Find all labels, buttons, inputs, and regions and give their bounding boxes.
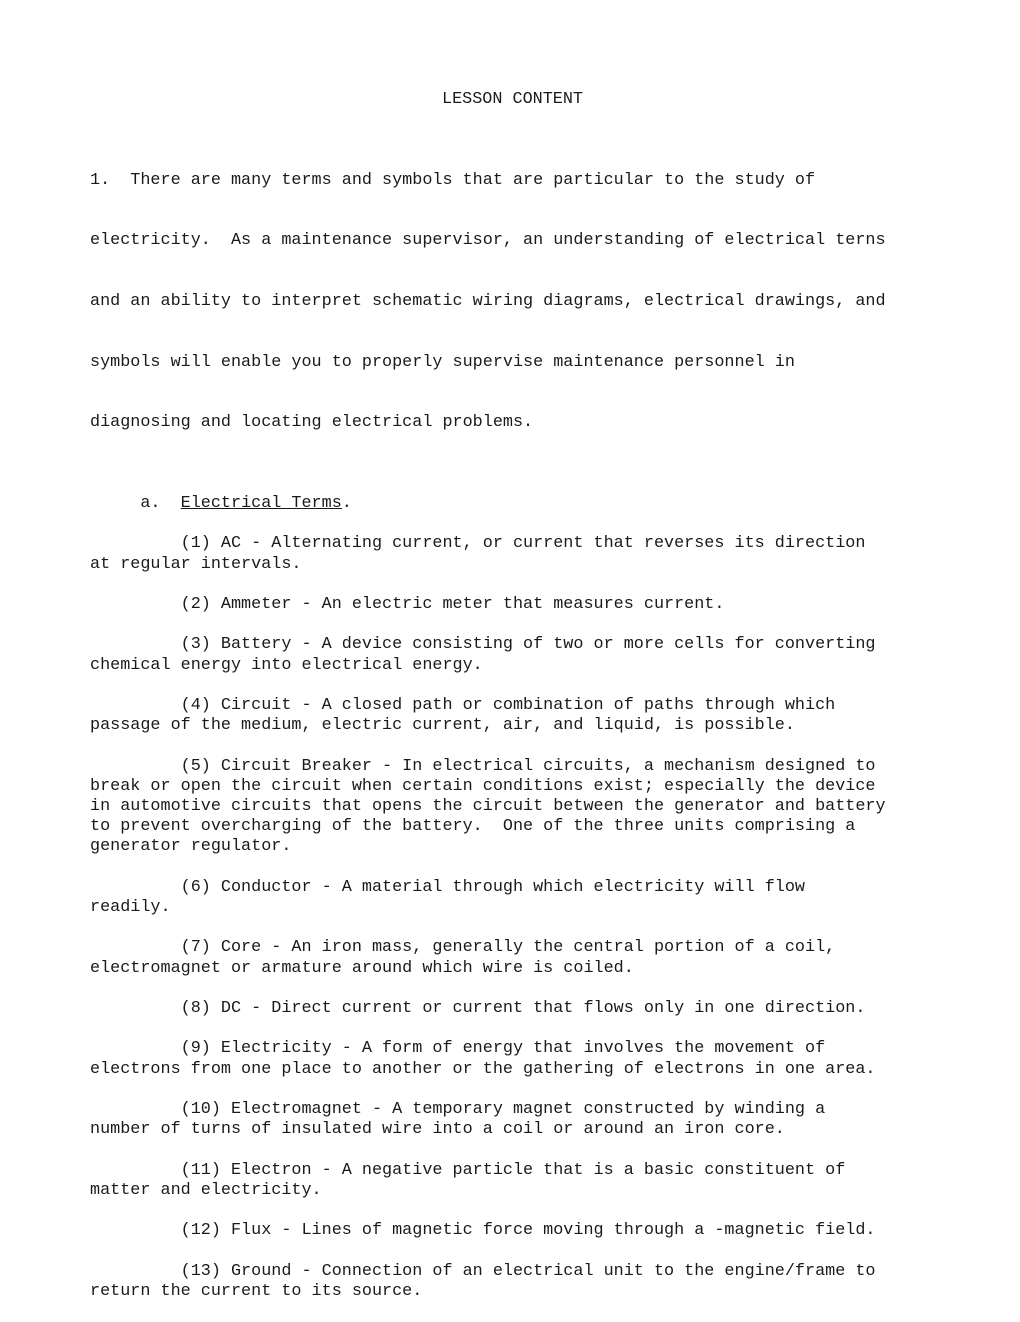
intro-line: and an ability to interpret schematic wiring diagrams, electrical drawings, and bbox=[90, 292, 886, 312]
term-item bbox=[90, 1100, 935, 1140]
term-line: (9) Electricity - A form of energy that involves the movement of bbox=[90, 1039, 826, 1059]
term-line: chemical energy into electrical energy. bbox=[90, 655, 483, 675]
term-line: (5) Circuit Breaker - In electrical circuits, a mechanism designed to bbox=[90, 756, 876, 776]
term-line: (4) Circuit - A closed path or combination of paths through which bbox=[90, 696, 836, 715]
terms-list bbox=[90, 534, 935, 1302]
section-heading-text: Electrical Terms bbox=[180, 494, 342, 514]
term-line: return the current to its source. bbox=[90, 1281, 423, 1301]
term-item bbox=[90, 999, 935, 1019]
section-suffix: . bbox=[341, 494, 352, 514]
term-line: readily. bbox=[90, 898, 171, 917]
intro-line: 1. There are many terms and symbols that are particular to the study of bbox=[90, 170, 816, 190]
term-line: (6) Conductor - A material through which electricity will flow bbox=[90, 877, 805, 897]
intro-line: electricity. As a maintenance supervisor, an understanding of electrical terns bbox=[90, 231, 886, 251]
term-item bbox=[90, 595, 935, 615]
term-line: in automotive circuits that opens the circuit between the generator and battery bbox=[90, 797, 886, 816]
term-line: (12) Flux - Lines of magnetic force moving through a -magnetic field. bbox=[90, 1221, 876, 1241]
term-item bbox=[90, 635, 935, 675]
term-line: (2) Ammeter - An electric meter that measures current. bbox=[90, 595, 725, 615]
term-line: number of turns of insulated wire into a coil or around an iron core. bbox=[90, 1120, 785, 1140]
document-page bbox=[90, 90, 935, 1322]
term-line: (7) Core - An iron mass, generally the central portion of a coil, bbox=[90, 938, 836, 958]
term-line: (1) AC - Alternating current, or current that reverses its direction bbox=[90, 534, 866, 554]
term-item bbox=[90, 757, 935, 858]
term-item bbox=[90, 534, 935, 574]
intro-line: diagnosing and locating electrical problems. bbox=[90, 413, 534, 433]
term-item bbox=[90, 696, 935, 736]
term-item bbox=[90, 1039, 935, 1079]
term-item bbox=[90, 1221, 935, 1241]
term-line: (3) Battery - A device consisting of two or more cells for converting bbox=[90, 635, 876, 655]
term-item bbox=[90, 1161, 935, 1201]
term-line: (8) DC - Direct current or current that flows only in one direction. bbox=[90, 998, 866, 1018]
section-prefix: a. bbox=[90, 494, 181, 514]
term-line: passage of the medium, electric current, air, and liquid, is possible. bbox=[90, 716, 795, 736]
term-line: to prevent overcharging of the battery. One of the three units comprising a bbox=[90, 817, 856, 837]
term-item bbox=[90, 1262, 935, 1302]
page-title: LESSON CONTENT bbox=[442, 90, 583, 109]
term-line: (13) Ground - Connection of an electrical unit to the engine/frame to bbox=[90, 1261, 876, 1281]
intro-paragraph bbox=[90, 130, 935, 473]
term-line: (10) Electromagnet - A temporary magnet constructed by winding a bbox=[90, 1099, 826, 1119]
term-line: break or open the circuit when certain conditions exist; especially the device bbox=[90, 776, 876, 796]
term-line: electrons from one place to another or the gathering of electrons in one area. bbox=[90, 1059, 876, 1079]
term-line: at regular intervals. bbox=[90, 554, 302, 574]
term-line: (11) Electron - A negative particle that is a basic constituent of bbox=[90, 1160, 846, 1180]
term-item bbox=[90, 878, 935, 918]
term-line: generator regulator. bbox=[90, 837, 292, 857]
term-line: matter and electricity. bbox=[90, 1180, 322, 1200]
term-line: electromagnet or armature around which wire is coiled. bbox=[90, 958, 634, 978]
section-heading bbox=[90, 494, 935, 514]
term-item bbox=[90, 938, 935, 978]
intro-line: symbols will enable you to properly supervise maintenance personnel in bbox=[90, 352, 795, 372]
